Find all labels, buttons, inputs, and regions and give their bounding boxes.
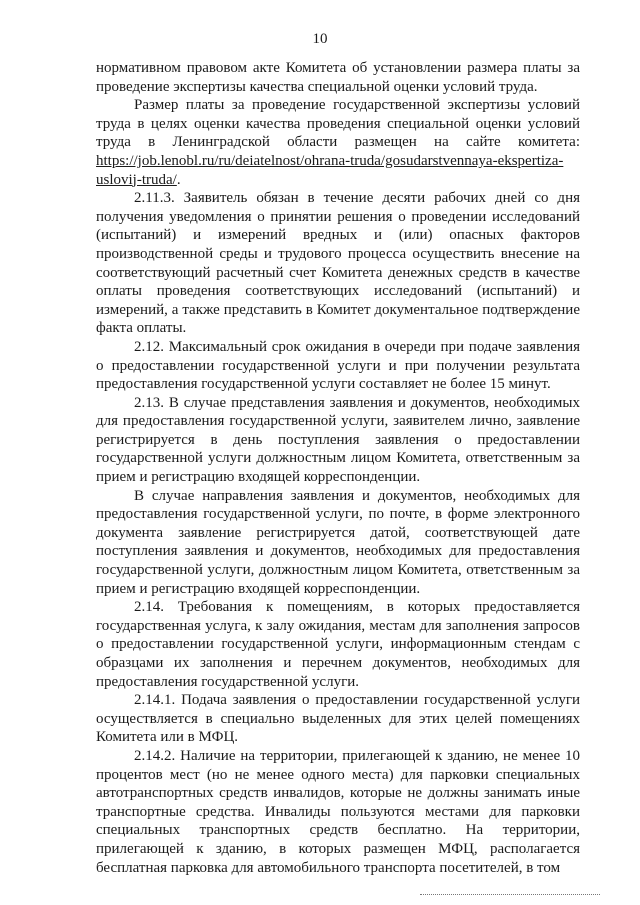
page-number: 10 <box>312 31 328 47</box>
paragraph-2-11-3: 2.11.3. Заявитель обязан в течение десяти рабочих дней со дня получения уведомления о принятии решения о проведении исследований (испытаний) и измерений вредных и (или) опасных факторов производственной среды и трудового процесса осуществить внесение на соответствующий расчетный счет Комитета денежных средств в качестве оплаты проведения соответствующих исследований (испытаний) и измерений, а также представить в Комитет документальное подтверждение факта оплаты. <box>96 190 580 337</box>
paragraph-2-12: 2.12. Максимальный срок ожидания в очереди при подаче заявления о предоставлении государственной услуги и при получении результата предоставления государственной услуги составляет не более 15 минут. <box>96 338 580 393</box>
paragraph-2-13: 2.13. В случае представления заявления и документов, необходимых для предоставления государственной услуги, заявителем лично, заявление регистрируется в день поступления заявления о предоставлении государственной услуги должностным лицом Комитета, ответственным за прием и регистрацию входящей корреспонденции. <box>96 394 580 486</box>
paragraph-2-14-2: 2.14.2. Наличие на территории, прилегающей к зданию, не менее 10 процентов мест (но не менее одного места) для парковки специальных автотранспортных средств инвалидов, которые не должны занимать иные транспортные средства. Инвалиды пользуются местами для парковки специальных транспортных средств бесплатно. На территории, прилегающей к зданию, в которых размещен МФЦ, располагается бесплатная парковка для автомобильного транспорта посетителей, в том <box>96 747 580 876</box>
footer-scan-marks <box>420 894 600 899</box>
paragraph-2-13-mail: В случае направления заявления и документов, необходимых для предоставления государственной услуги, по почте, в форме электронного документа заявление регистрируется датой, соответствующей дате поступления заявления и документов, необходимых для предоставления государственной услуги, должностным лицом Комитета, ответственным за прием и регистрацию входящей корреспонденции. <box>96 487 580 597</box>
committee-site-link[interactable]: https://job.lenobl.ru/ru/deiatelnost/ohrana-truda/gosudarstvennaya-ekspertiza-uslovij-truda/ <box>96 152 564 188</box>
paragraph-2-14-1: 2.14.1. Подача заявления о предоставлении государственной услуги осуществляется в специально выделенных для этих целей помещениях Комитета или в МФЦ. <box>96 692 580 746</box>
paragraph-fee-info <box>96 96 580 189</box>
paragraph-2-14: 2.14. Требования к помещениям, в которых предоставляется государственная услуга, к залу ожидания, местам для заполнения запросов о предоставлении государственной услуги, информационным стендам с образцами их заполнения и перечнем документов, необходимых для предоставления государственной услуги. <box>96 599 580 690</box>
paragraph-fee-end: . <box>176 171 181 188</box>
paragraph-fee-text: Размер платы за проведение государственной экспертизы условий труда в целях оценки качества проведения специальной оценки условий труда в Ленинградской области размещен на сайте комитета: <box>96 97 580 151</box>
document-body <box>96 59 580 877</box>
paragraph-continuation: нормативном правовом акте Комитета об установлении размера платы за проведение экспертизы качества специальной оценки условий труда. <box>96 60 580 95</box>
